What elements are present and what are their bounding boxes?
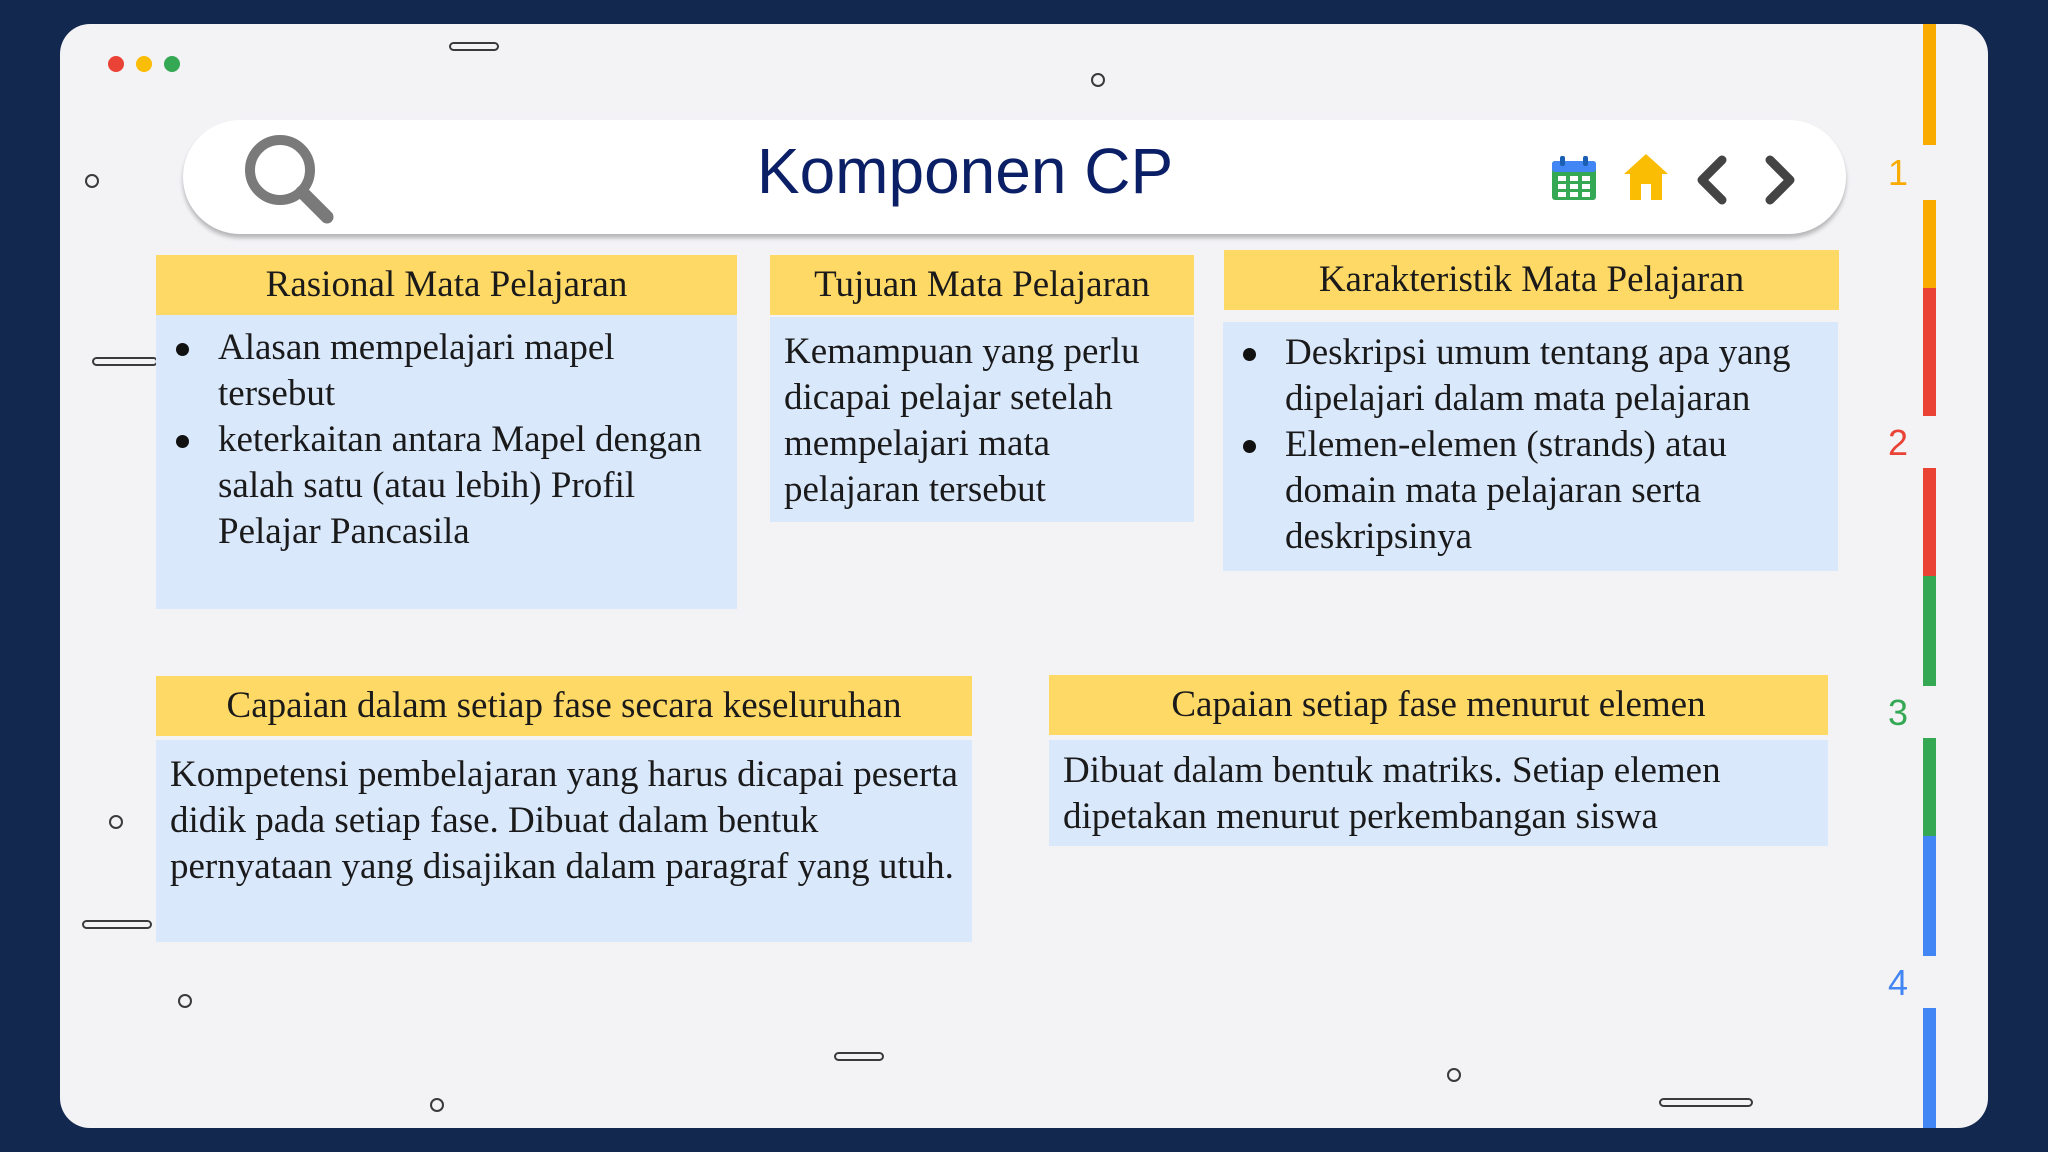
card-capaian-fase-body: Kompetensi pembelajaran yang harus dicapai peserta didik pada setiap fase. Dibuat dalam bentuk pernyataan yang disajikan dalam paragraf yang utuh. (156, 740, 972, 942)
tab-3-bar[interactable] (1923, 576, 1936, 686)
card-rasional-title: Rasional Mata Pelajaran (156, 255, 737, 315)
tab-2[interactable]: 2 (1888, 422, 1909, 463)
tab-2-bar[interactable] (1923, 468, 1936, 576)
decor-pill (92, 357, 158, 366)
minimize-dot[interactable] (136, 56, 152, 72)
list-item: keterkaitan antara Mapel dengan salah satu (atau lebih) Profil Pelajar Pancasila (166, 417, 727, 555)
home-icon[interactable] (1622, 152, 1670, 202)
close-dot[interactable] (108, 56, 124, 72)
search-icon[interactable] (242, 132, 334, 224)
card-karakteristik-body (1223, 322, 1838, 571)
tab-4-bar[interactable] (1923, 1008, 1936, 1128)
card-tujuan-title: Tujuan Mata Pelajaran (770, 255, 1194, 315)
chevron-left-icon[interactable] (1694, 154, 1730, 206)
decor-circle (1091, 73, 1105, 87)
tab-2-bar[interactable] (1923, 288, 1936, 416)
decor-circle (430, 1098, 444, 1112)
decor-pill (1659, 1098, 1753, 1107)
tab-1[interactable]: 1 (1888, 152, 1909, 193)
card-capaian-fase-title: Capaian dalam setiap fase secara keseluruhan (156, 676, 972, 736)
decor-circle (109, 815, 123, 829)
card-rasional-body (156, 315, 737, 609)
decor-pill (449, 42, 499, 51)
tab-1-bar[interactable] (1923, 24, 1936, 145)
decor-circle (178, 994, 192, 1008)
decor-circle (1447, 1068, 1461, 1082)
calendar-icon[interactable] (1551, 155, 1597, 201)
card-tujuan-body: Kemampuan yang perlu dicapai pelajar setelah mempelajari mata pelajaran tersebut (770, 317, 1194, 522)
card-karakteristik-title: Karakteristik Mata Pelajaran (1224, 250, 1839, 310)
list-item: Elemen-elemen (strands) atau domain mata pelajaran serta deskripsinya (1233, 422, 1828, 560)
tab-1-bar[interactable] (1923, 200, 1936, 288)
list-item: Deskripsi umum tentang apa yang dipelajari dalam mata pelajaran (1233, 330, 1828, 422)
maximize-dot[interactable] (164, 56, 180, 72)
page-title: Komponen CP (756, 135, 1174, 207)
card-capaian-elemen-title: Capaian setiap fase menurut elemen (1049, 675, 1828, 735)
chevron-right-icon[interactable] (1762, 154, 1798, 206)
tab-4-bar[interactable] (1923, 836, 1936, 956)
card-capaian-elemen-body: Dibuat dalam bentuk matriks. Setiap elemen dipetakan menurut perkembangan siswa (1049, 740, 1828, 846)
list-item: Alasan mempelajari mapel tersebut (166, 325, 727, 417)
decor-circle (85, 174, 99, 188)
tab-4[interactable]: 4 (1888, 962, 1909, 1003)
tab-3[interactable]: 3 (1888, 692, 1909, 733)
tab-3-bar[interactable] (1923, 738, 1936, 836)
decor-pill (82, 920, 152, 929)
decor-pill (834, 1052, 884, 1061)
